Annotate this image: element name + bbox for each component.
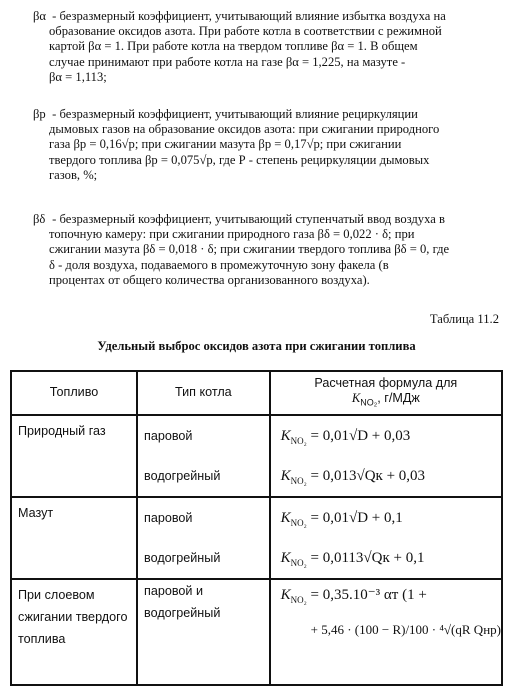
formula: $K_{NO_2} = 0,01√D + 0,1$	[280, 510, 403, 528]
paragraph-beta-delta: βδ - безразмерный коэффициент, учитывающий ступенчатый ввод воздуха в топочную камеру: при сжигании природного газа βδ = 0,022 · δ; при сжигании мазута βδ = 0,018 · δ; при сжигании твердого топлива βδ = 0, где δ - доля воздуха, подаваемого в промежуточную зону факела (в процентах от общего количества организованного воздуха).	[33, 212, 450, 287]
table-caption: Таблица 11.2	[429, 312, 499, 326]
fuel-cell: При слоевом сжигании твердого топлива	[11, 579, 137, 685]
header-fuel: Топливо	[11, 371, 137, 415]
symbol: βδ	[33, 212, 46, 226]
symbol: βα	[33, 9, 47, 23]
boiler-cell: паровой водогрейный	[137, 415, 270, 497]
symbol: βр	[33, 107, 46, 121]
boiler-cell: паровой и водогрейный	[137, 579, 270, 685]
formula: $K_{NO_2} = 0,35.10^{-3}$ αт (1 +	[280, 587, 427, 605]
header-boiler: Тип котла	[137, 371, 270, 415]
table-header-row	[11, 371, 502, 415]
formula: $K_{NO_2} = 0,0113√Qк + 0,1$	[280, 550, 425, 568]
formula-cell	[270, 415, 502, 497]
boiler-cell: паровой водогрейный	[137, 497, 270, 579]
table-row	[11, 579, 502, 685]
table-row	[11, 497, 502, 579]
formula-cell	[270, 579, 502, 685]
paragraph-beta-alpha: βα - безразмерный коэффициент, учитывающий влияние избытка воздуха на образование оксидов азота. При работе котла в соответствии с режимной картой βα = 1. При работе котла на твердом топливе βα = 1. В общем случае принимают при работе котла на газе βα = 1,225, на мазуте - βα = 1,113;	[33, 9, 446, 84]
header-formula: Расчетная формула для $K_{NO_2}$, г/МДж	[270, 371, 502, 415]
formula-cell	[270, 497, 502, 579]
fuel-cell: Мазут	[11, 497, 137, 579]
emission-table	[10, 370, 503, 686]
paragraph-beta-r: βр - безразмерный коэффициент, учитывающий влияние рециркуляции дымовых газов на образование оксидов азота: при сжигании природного газа βр = 0,16√р; при сжигании мазута βр = 0,17√р; при сжигании твердого топлива βр = 0,075√р, где Р - степень рециркуляции дымовых газов, %;	[33, 107, 440, 182]
table-title: Удельный выброс оксидов азота при сжигании топлива	[97, 339, 416, 353]
formula: + 5,46 · (100 − R)/100 · ⁴√(qR Qнр)	[310, 622, 501, 637]
fuel-cell: Природный газ	[11, 415, 137, 497]
formula: $K_{NO_2} = 0,013√Qк + 0,03$	[280, 468, 426, 486]
formula: $K_{NO_2} = 0,01√D + 0,03$	[280, 428, 411, 446]
table-row	[11, 415, 502, 497]
